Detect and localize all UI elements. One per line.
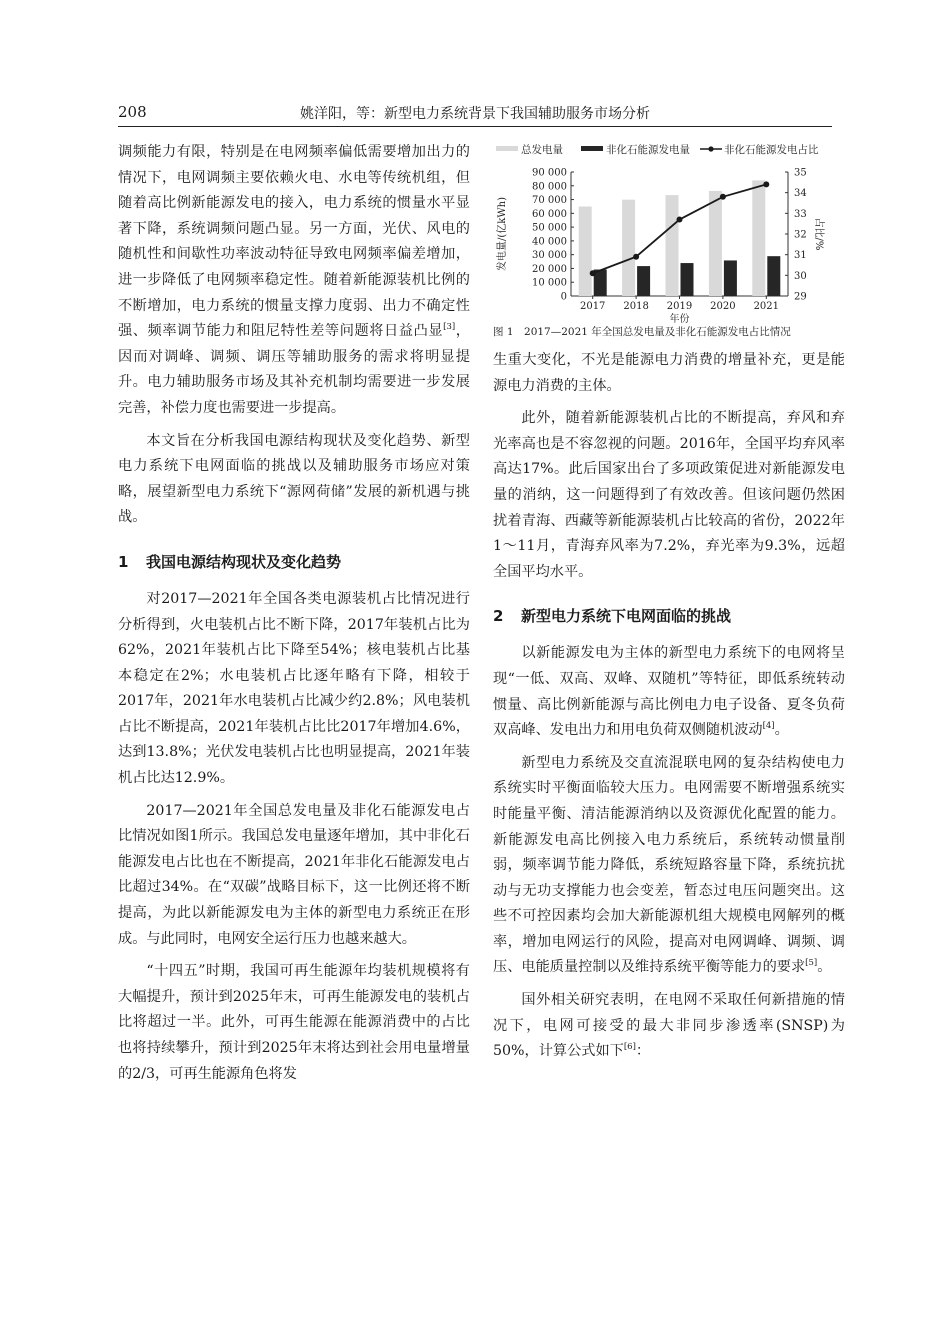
legend-label-total: 总发电量 [521,144,563,156]
ratio-point [633,254,639,260]
y-tick-label: 80 000 [532,181,567,193]
left-column [118,140,470,1087]
y-tick-label: 10 000 [532,277,567,289]
page-header [0,0,950,130]
figure-1 [493,140,845,348]
y2-tick-label: 34 [794,188,807,200]
section-heading-1 [118,551,470,573]
bar-nonfossil [724,260,737,296]
y-tick-label: 0 [560,291,567,303]
right-column [493,348,845,1065]
bar-total [622,200,635,296]
paragraph [493,751,845,981]
section-number: 1 [118,552,129,571]
paragraph: 本文旨在分析我国电源结构现状及变化趋势、新型电力系统下电网面临的挑战以及辅助服务市场应对策略，展望新型电力系统下“源网荷储”发展的新机遇与挑战。 [118,432,470,526]
page-number: 208 [118,103,147,121]
y-axis-label: 发电量/(亿kWh) [497,197,508,271]
paragraph: 2017—2021年全国总发电量及非化石能源发电占比情况如图1所示。我国总发电量逐年增加，其中非化石能源发电占比也在不断提高，2021年非化石能源发电占比超过34%。在“双碳”战略目标下，这一比例还将不断提高，为此以新能源发电为主体的新型电力系统正在形成。与此同时，电网安全运行压力也越来越大。 [118,802,470,947]
y2-tick-label: 30 [794,270,807,282]
citation: [3] [443,322,456,333]
y-tick-label: 50 000 [532,222,567,234]
section-heading-2 [493,605,845,627]
paragraph-text: 新型电力系统及交直流混联电网的复杂结构使电力系统实时平衡面临较大压力。电网需要不断增强系统实时能量平衡、清洁能源消纳以及资源优化配置的能力。新能源发电高比例接入电力系统后，系统转动惯量削弱，频率调节能力降低，系统短路容量下降，系统抗扰动与无功支撑能力也会变差，暂态过电压问题突出。这些不可控因素均会加大新能源机组大规模电网解列的概率，增加电网运行的风险，提高对电网调峰、调频、调压、电能质量控制以及维持系统平衡等能力的要求 [493,754,845,976]
x-tick-label: 2019 [666,301,693,312]
bar-nonfossil [681,263,694,296]
x-tick-label: 2017 [579,301,606,312]
y2-tick-label: 32 [794,229,807,241]
bar-total [752,180,765,296]
paragraph: 此外，随着新能源装机占比的不断提高，弃风和弃光率高也是不容忽视的问题。2016年，全国平均弃风率高达17%。此后国家出台了多项政策促进对新能源发电量的消纳，这一问题得到了有效改善。但该问题仍然困扰着青海、西藏等新能源装机占比较高的省份，2022年1～11月，青海弃风率为7.2%，弃光率为9.3%，远超全国平均水平。 [493,410,845,580]
y2-tick-label: 29 [794,291,807,303]
legend-swatch-nonfossil [581,146,603,151]
y2-tick-label: 31 [794,250,807,262]
bar-nonfossil [637,266,650,296]
paragraph: 生重大变化，不光是能源电力消费的增量补充，更是能源电力消费的主体。 [493,352,845,394]
paragraph [118,140,470,422]
legend-label-ratio: 非化石能源发电占比 [724,144,819,156]
bar-total [666,195,679,296]
ratio-point [720,194,726,200]
citation: [6] [623,1042,636,1053]
legend-swatch-total [496,146,518,151]
paragraph [493,641,845,743]
section-number: 2 [493,607,504,626]
ratio-point [763,181,769,187]
y2-tick-label: 35 [794,167,807,179]
paragraph-text: ，因而对调峰、调频、调压等辅助服务的需求将明显提升。电力辅助服务市场及其补充机制均需要进一步发展完善，补偿力度也需要进一步提高。 [118,323,470,416]
paragraph-text: ： [635,1043,651,1060]
running-title: 姚洋阳，等：新型电力系统背景下我国辅助服务市场分析 [300,106,650,122]
section-title: 我国电源结构现状及变化趋势 [146,552,342,571]
paragraph-text: 国外相关研究表明，在电网不采取任何新措施的情况下，电网可接受的最大非同步渗透率(SNSP)为50%，计算公式如下 [493,992,845,1060]
plot-area [532,168,807,313]
y-tick-label: 40 000 [532,236,567,248]
x-tick-label: 2021 [753,301,780,312]
x-tick-label: 2018 [623,301,649,312]
ratio-line [593,184,767,273]
y-tick-label: 70 000 [532,195,567,207]
y-tick-label: 60 000 [532,208,567,220]
bar-nonfossil [767,256,780,296]
x-axis-label: 年份 [669,314,690,324]
paragraph-text: 以新能源发电为主体的新型电力系统下的电网将呈现“一低、双高、双峰、双随机”等特征，即低系统转动惯量、高比例新能源与高比例电力电子设备、夏冬负荷双高峰、发电出力和用电负荷双侧随机波动 [493,645,845,739]
y-tick-label: 20 000 [532,263,567,275]
bar-total [709,191,722,296]
legend-marker-line [708,146,713,151]
ratio-point [677,217,683,223]
legend-label-nonfossil: 非化石能源发电量 [606,144,690,156]
paragraph [493,988,845,1065]
section-title: 新型电力系统下电网面临的挑战 [521,607,732,626]
bar-total [579,207,592,296]
chart-legend [496,143,819,156]
figure-caption: 图 1 2017—2021 年全国总发电量及非化石能源发电占比情况 [493,326,791,338]
paragraph: 对2017—2021年全国各类电源装机占比情况进行分析得到，火电装机占比不断下降，2017年装机占比为62%，2021年装机占比下降至54%；核电装机占比基本稳定在2%；水电装机占比逐年略有下降，相较于2017年，2021年水电装机占比减少约2.8%；风电装机占比不断提高，2021年装机占比比2017年增加4.6%，达到13.8%；光伏发电装机占比也明显提高，2021年装机占比达12.9%。 [118,590,470,787]
header-rule [118,126,832,127]
y-tick-label: 90 000 [532,167,567,179]
chart [493,140,845,324]
y2-tick-label: 33 [794,208,807,220]
paragraph-text: 。 [817,959,832,976]
y2-axis-label: 占比/% [813,217,824,251]
paragraph: “十四五”时期，我国可再生能源年均装机规模将有大幅提升，预计到2025年末，可再生能源发电的装机占比将超过一半。此外，可再生能源在能源消费中的占比也将持续攀升，预计到2025年末将达到社会用电量增量的2/3，可再生能源角色将发 [118,963,470,1082]
paragraph-text: 调频能力有限，特别是在电网频率偏低需要增加出力的情况下，电网调频主要依赖火电、水电等传统机组，但随着高比例新能源发电的接入，电力系统的惯量水平显著下降，系统调频问题凸显。另一方面，光伏、风电的随机性和间歇性功率波动特征导致电网频率偏差增加，进一步降低了电网频率稳定性。随着新能源装机比例的不断增加，电力系统的惯量支撑力度弱、出力不确定性强、频率调节能力和阻尼特性差等问题将日益凸显 [118,144,470,340]
citation: [5] [805,958,818,969]
citation: [4] [762,721,775,732]
x-tick-label: 2020 [710,301,736,312]
paragraph-text: 。 [774,722,789,739]
y-tick-label: 30 000 [532,250,567,262]
ratio-point [590,270,596,276]
